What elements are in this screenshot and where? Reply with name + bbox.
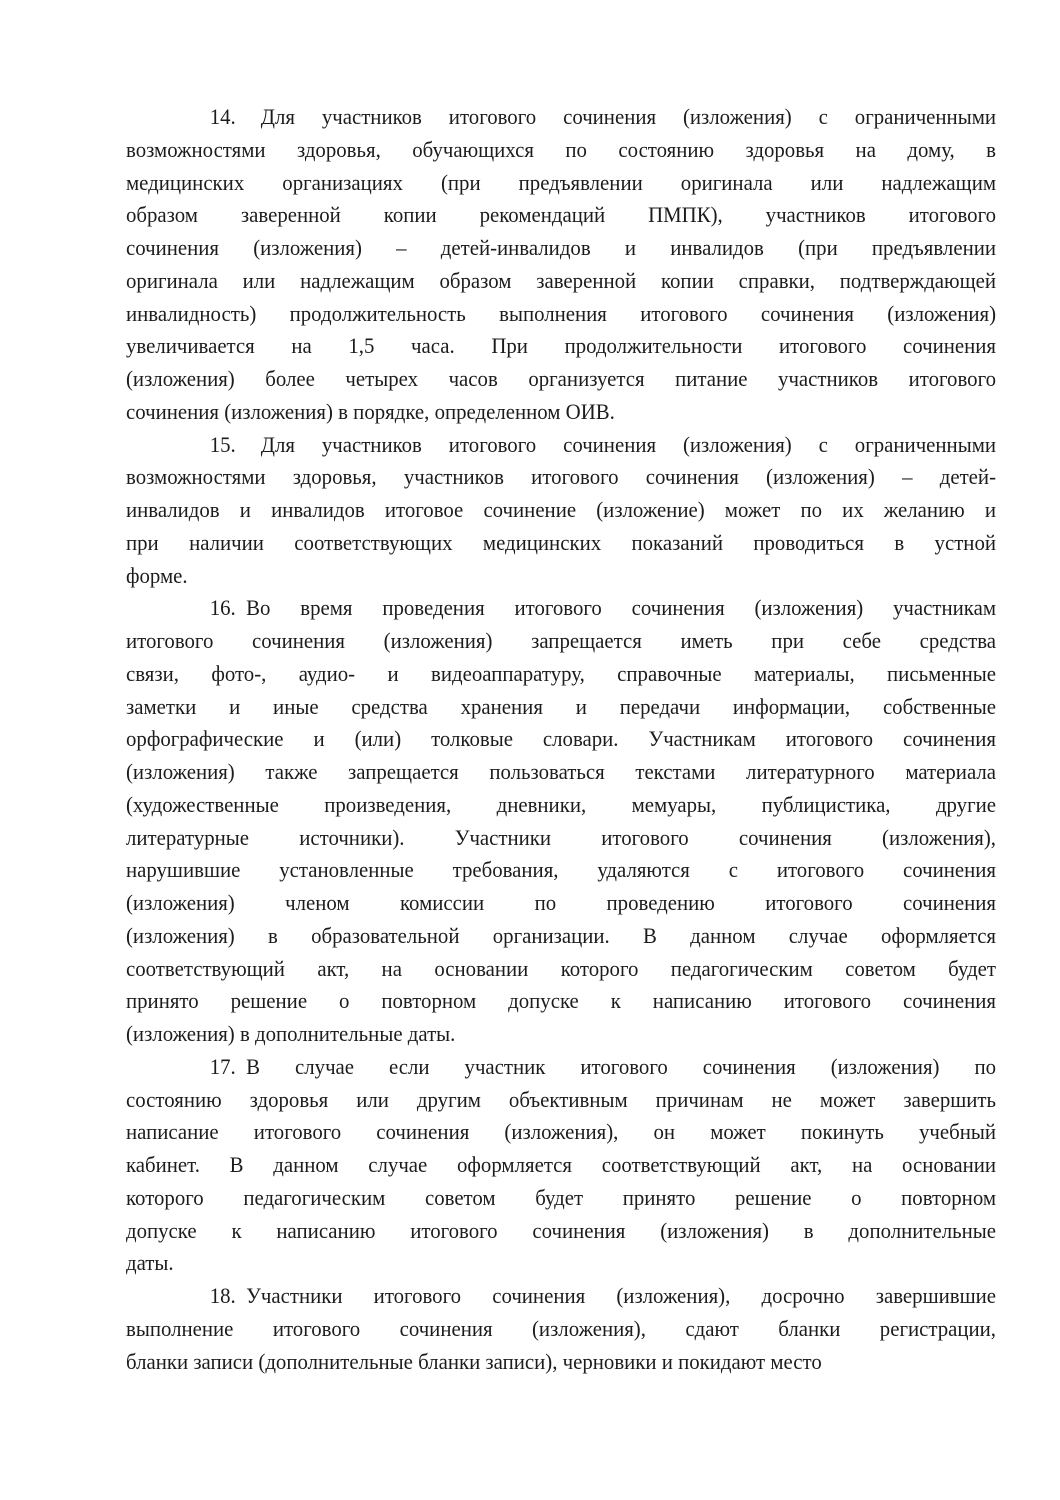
line-text: (изложения) также запрещается пользоваться текстами литературного материала [126, 759, 997, 784]
line-text: заметки и иные средства хранения и передачи информации, собственные [126, 693, 997, 719]
line-text: написание итогового сочинения (изложения), он может покинуть учебный [126, 1119, 997, 1145]
text-line [126, 920, 996, 953]
text-line [126, 1116, 996, 1149]
line-text: соответствующий акт, на основании которого педагогическим советом будет [126, 955, 997, 981]
text-line [126, 1018, 996, 1051]
line-text: литературные источники). Участники итогового сочинения (изложения), [126, 824, 997, 850]
line-text: инвалидность) продолжительность выполнения итогового сочинения (изложения) [126, 300, 997, 326]
line-text: Во время проведения итогового сочинения (изложения) участникам [246, 595, 997, 621]
line-text: итогового сочинения (изложения) запрещается иметь при себе средства [126, 628, 997, 653]
text-line [126, 232, 996, 265]
paragraph-18 [126, 1280, 996, 1378]
line-text: возможностями здоровья, обучающихся по состоянию здоровья на дому, в [126, 136, 997, 162]
line-text: состоянию здоровья или другим объективным причинам не может завершить [126, 1086, 997, 1112]
text-line [126, 265, 996, 298]
paragraph-17 [126, 1051, 996, 1280]
line-text: (изложения) более четырех часов организуется питание участников итогового [126, 366, 997, 391]
text-line [126, 298, 996, 331]
line-text: даты. [126, 1250, 174, 1276]
text-line [126, 953, 996, 986]
line-text: сочинения (изложения) в порядке, определенном ОИВ. [126, 398, 615, 424]
line-text: увеличивается на 1,5 часа. При продолжительности итогового сочинения [126, 333, 997, 359]
text-line [126, 1247, 996, 1280]
document-body [126, 101, 996, 1378]
text-line [126, 854, 996, 887]
line-text: допуске к написанию итогового сочинения (изложения) в дополнительные [126, 1217, 997, 1243]
line-text: нарушившие установленные требования, удаляются с итогового сочинения [126, 857, 997, 883]
line-text: В случае если участник итогового сочинения (изложения) по [246, 1053, 997, 1079]
line-text: при наличии соответствующих медицинских показаний проводиться в устной [126, 529, 997, 555]
line-text: орфографические и (или) толковые словари. Участникам итогового сочинения [126, 726, 997, 752]
text-line [126, 1084, 996, 1117]
text-line [126, 199, 996, 232]
line-text: бланки записи (дополнительные бланки записи), черновики и покидают место [126, 1348, 822, 1374]
line-text: медицинских организациях (при предъявлении оригинала или надлежащим [126, 169, 997, 195]
line-text: сочинения (изложения) – детей-инвалидов и инвалидов (при предъявлении [126, 235, 997, 260]
line-text: образом заверенной копии рекомендаций ПМПК), участников итогового [126, 202, 997, 228]
text-line [126, 756, 996, 789]
line-text: Участники итогового сочинения (изложения), досрочно завершившие [246, 1283, 997, 1308]
text-line [126, 723, 996, 756]
paragraph-number: 18. [209, 1283, 236, 1308]
paragraph-number: 16. [209, 595, 236, 621]
text-line [126, 822, 996, 855]
line-text: Для участников итогового сочинения (изложения) с ограниченными [260, 431, 997, 457]
line-text: инвалидов и инвалидов итоговое сочинение (изложение) может по их желанию и [126, 497, 997, 522]
text-line [126, 1051, 996, 1084]
line-text: форме. [126, 562, 188, 588]
text-line [126, 1182, 996, 1215]
text-line [126, 985, 996, 1018]
text-line [126, 560, 996, 593]
paragraph-number: 17. [209, 1053, 236, 1079]
text-line [126, 396, 996, 429]
text-line [126, 461, 996, 494]
paragraph-number: 15. [209, 431, 236, 457]
paragraph-number: 14. [209, 104, 236, 129]
text-line [126, 1280, 996, 1313]
text-line [126, 592, 996, 625]
text-line [126, 625, 996, 658]
line-text: (художественные произведения, дневники, мемуары, публицистика, другие [126, 791, 997, 817]
paragraph-15 [126, 429, 996, 593]
text-line [126, 527, 996, 560]
text-line [126, 167, 996, 200]
paragraph-16 [126, 592, 996, 1051]
line-text: выполнение итогового сочинения (изложения), сдают бланки регистрации, [126, 1315, 997, 1341]
line-text: которого педагогическим советом будет принято решение о повторном [126, 1184, 997, 1210]
text-line [126, 658, 996, 691]
line-text: связи, фото-, аудио- и видеоаппаратуру, справочные материалы, письменные [126, 660, 997, 686]
line-text: оригинала или надлежащим образом заверенной копии справки, подтверждающей [126, 267, 997, 293]
text-line [126, 134, 996, 167]
text-line [126, 330, 996, 363]
text-line [126, 887, 996, 920]
text-line [126, 691, 996, 724]
line-text: (изложения) членом комиссии по проведению итогового сочинения [126, 890, 997, 915]
text-line [126, 1313, 996, 1346]
line-text: принято решение о повторном допуске к написанию итогового сочинения [126, 988, 997, 1014]
text-line [126, 789, 996, 822]
text-line [126, 101, 996, 134]
line-text: (изложения) в дополнительные даты. [126, 1021, 456, 1046]
text-line [126, 1215, 996, 1248]
text-line [126, 363, 996, 396]
text-line [126, 1346, 996, 1379]
line-text: (изложения) в образовательной организации. В данном случае оформляется [126, 922, 997, 948]
text-line [126, 1149, 996, 1182]
line-text: Для участников итогового сочинения (изложения) с ограниченными [260, 104, 997, 129]
text-line [126, 494, 996, 527]
paragraph-14 [126, 101, 996, 429]
text-line [126, 429, 996, 462]
line-text: возможностями здоровья, участников итогового сочинения (изложения) – детей- [126, 464, 997, 490]
line-text: кабинет. В данном случае оформляется соответствующий акт, на основании [126, 1152, 997, 1177]
